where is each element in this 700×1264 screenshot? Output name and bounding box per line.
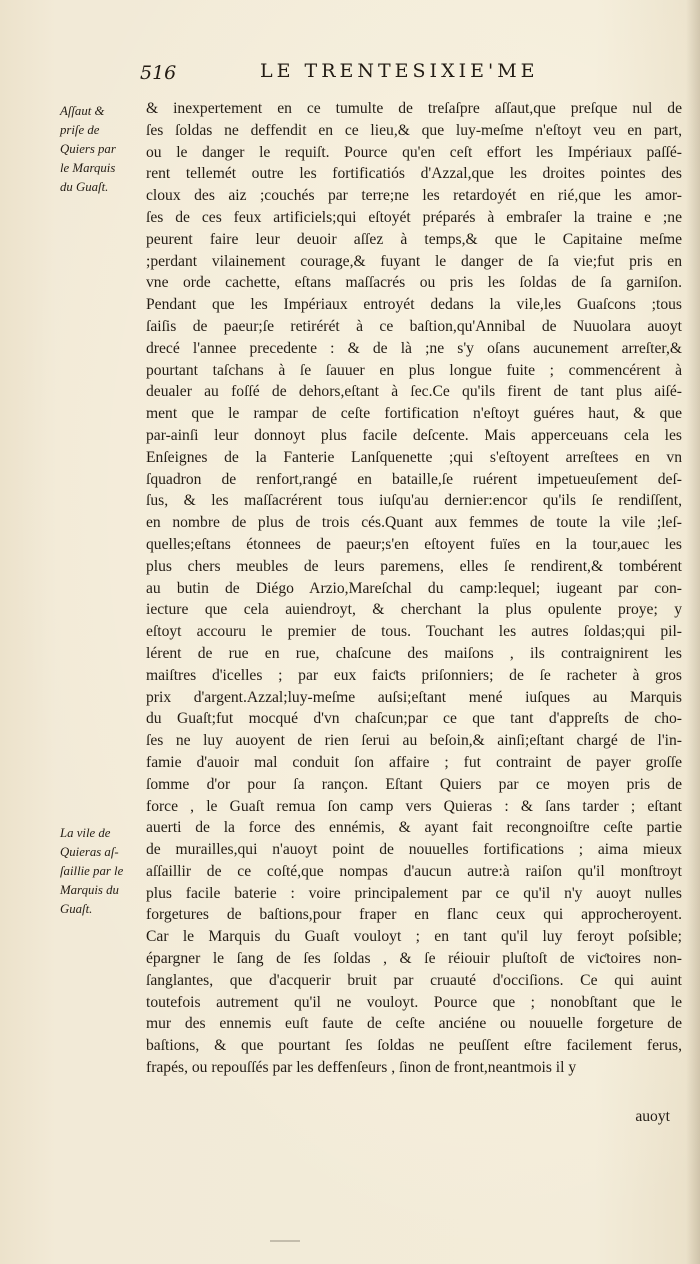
text-line: auerti de la force des ennémis, & ayant fait recongnoiſtre ceſte partie	[146, 819, 682, 837]
text-line: frapés, ou repouſſés par les deffenſeurs , ſinon de front,neantmois il y	[146, 1059, 577, 1077]
page-number: 516	[140, 62, 177, 84]
text-line: prix d'argent.Azzal;luy-meſme auſsi;eſtant mené iuſques au Marquis	[146, 688, 682, 706]
margin-note-line: le Marquis	[60, 161, 116, 175]
text-line: forgetures de baſtions,pour fraper en flanc ceux qui approcheroyent.	[146, 906, 682, 924]
text-line: épargner le ſang de ſes ſoldas , & ſe réiouir pluſtoſt de viƈtoires non-	[146, 950, 682, 968]
margin-note-line: Guaſt.	[60, 902, 93, 916]
text-line: Car le Marquis du Guaſt vouloyt ; en tant qu'il luy feroyt poſsible;	[146, 928, 682, 946]
margin-note-line: ſaillie par le	[60, 864, 124, 878]
text-line: rent tellemét outre les fortificatiós d'Azzal,que les droites pointes des	[146, 165, 682, 183]
margin-note-line: Marquis du	[60, 883, 119, 897]
text-line: vne orde cachette, eſtans maſſacrés ou pris les ſoldas de ſa garniſon.	[146, 274, 682, 292]
text-line: par-ainſi leur donnoyt plus facile deſcente. Mais apperceuans cela les	[146, 426, 682, 444]
catchword: auoyt	[635, 1108, 670, 1125]
margin-note-quieras	[60, 824, 142, 919]
margin-note-line: Quiers par	[60, 142, 116, 156]
text-line: eſtoyt accouru le premier de tous. Touchant les autres ſoldas;qui pil-	[146, 623, 682, 641]
text-line: cloux des aiz ;couchés par terre;ne les retardoyét en rié,que les amor-	[146, 187, 682, 205]
text-line: mur des ennemis euſt faute de ceſte anciéne ou nouuelle forgeture de	[146, 1015, 682, 1033]
text-line: lérent de rue en rue, chaſcune des maiſons , ils contraignirent les	[146, 644, 682, 662]
text-line: Enſeignes de la Fanterie Lanſquenette ;qui s'eſtoyent arreſtees en vn	[146, 448, 682, 466]
text-line: aſſaillir de ce coſté,que nompas d'aucun autre:à raiſon qu'il monſtroyt	[146, 862, 682, 880]
text-line: ſanglantes, que d'acquerir bruit par cruauté d'occiſions. Ce qui auint	[146, 971, 682, 989]
body-text	[146, 98, 682, 1079]
margin-note-line: priſe de	[60, 123, 100, 137]
ink-smudge	[270, 1240, 300, 1242]
text-line: ſomme d'or pour ſa rançon. Eſtant Quiers par ce moyen pris de	[146, 775, 682, 793]
text-line: ſquadron de renfort,rangé en bataille,ſe ruérent impetueuſement deſ-	[146, 470, 682, 488]
text-line: famie d'auoir mal conduit ſon affaire ; fut contraint de payer groſſe	[146, 753, 682, 771]
text-line: au butin de Diégo Arzio,Mareſchal du camp:lequel; iugeant par con-	[146, 579, 682, 597]
text-line: ſus, & les maſſacrérent tous iuſqu'au dernier:encor qu'ils ſe rendiſſent,	[146, 492, 682, 510]
text-line: ſes de ces feux artificiels;qui eſtoyét préparés à embraſer la traine e ;ne	[146, 208, 682, 226]
text-line: ſes ne luy auoyent de rien ſerui au beſoin,& ainſi;eſtant chargé de l'in-	[146, 732, 682, 750]
text-line: toutefois autrement qu'il ne vouloyt. Pource que ; nonobſtant que le	[146, 993, 682, 1011]
text-line: maiſtres d'icelles ; par eux faiƈts priſonniers; de ſe racheter à gros	[146, 666, 682, 684]
text-line: plus chers meubles de leurs paremens, elles ſe rendirent,& tombérent	[146, 557, 682, 575]
margin-note-line: Aſſaut &	[60, 104, 105, 118]
page-edge-shadow	[686, 0, 700, 1264]
margin-note-assault	[60, 102, 142, 197]
text-line: deualer au foſſé de dehors,eſtant à ſec.Ce qu'ils firent de tant plus aiſé-	[146, 383, 682, 401]
text-line: ment que le rampar de ceſte fortification n'eſtoyt guéres haut, & que	[146, 405, 682, 423]
text-line: quelles;eſtans étonnees de paeur;s'en eſtoyent fuïes en la tour,auec les	[146, 535, 682, 553]
margin-note-line: La vile de	[60, 826, 111, 840]
text-line: Pendant que les Impériaux entroyét dedans la vile,les Guaſcons ;tous	[146, 296, 682, 314]
text-line: iecture que cela auiendroyt, & cherchant la plus opulente proye; y	[146, 601, 682, 619]
text-line: pourtant taſchans à ſe ſauuer en plus longue fuite ; commencérent à	[146, 361, 682, 379]
text-line: de murailles,qui n'auoyt point de nouuelles fortifications ; aima mieux	[146, 841, 682, 859]
text-line: plus facile baterie : voire principalement par ce qu'il n'y auoyt nulles	[146, 884, 682, 902]
text-line: ou le danger le requiſt. Pource qu'en ceſt effort les Impériaux paſſé-	[146, 143, 682, 161]
text-line: peurent faire leur deuoir aſſez à temps,& que le Capitaine meſme	[146, 230, 682, 248]
margin-note-line: du Guaſt.	[60, 180, 109, 194]
text-line: ;perdant vilainement courage,& fuyant le danger de ſa vie;fut pris en	[146, 252, 682, 270]
margin-note-line: Quieras aſ-	[60, 845, 119, 859]
text-line: drecé l'annee precedente : & de là ;ne s'y oſans aucunement arreſter,&	[146, 339, 682, 357]
text-line: ſes ſoldas ne deffendit en ce lieu,& que luy-meſme n'eſtoyt veu en part,	[146, 121, 682, 139]
running-title: LE TRENTESIXIE'ME	[260, 60, 539, 82]
text-line: en nombre de plus de trois cés.Quant aux femmes de toute la vile ;leſ-	[146, 514, 682, 532]
text-line: force , le Guaſt remua ſon camp vers Quieras : & ſans tarder ; eſtant	[146, 797, 682, 815]
page-header	[140, 60, 680, 90]
text-line: & inexpertement en ce tumulte de treſaſpre aſſaut,que preſque nul de	[146, 100, 682, 117]
text-line: du Guaſt;fut mocqué d'vn chaſcun;par ce que tant d'appreſts de cho-	[146, 710, 682, 728]
text-line: baſtions, & que pourtant ſes ſoldas ne peuſſent eſtre facilement ferus,	[146, 1037, 682, 1055]
text-line: ſaiſis de paeur;ſe retirérét à ce baſtion,qu'Annibal de Nuuolara auoyt	[146, 317, 682, 335]
